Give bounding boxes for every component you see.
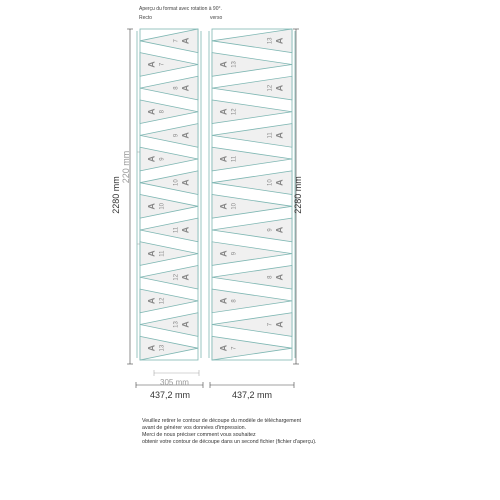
verso-pennant-number: 9 [267,228,274,232]
recto-pennant-letter: A [180,84,191,92]
verso-pennant-number: 7 [231,346,238,350]
recto-pennant-letter: A [180,132,191,139]
left-height-label: 2280 mm [111,176,121,214]
header-title: Aperçu du format avec rotation à 90°. [139,6,222,12]
recto-pennant-number: 7 [173,39,180,43]
recto-pennant-number: 7 [159,62,166,67]
verso-pennant-number: 8 [267,275,274,279]
verso-pennant-number: 10 [231,202,238,210]
verso-pennant-number: 10 [267,179,274,187]
verso-pennant-number: 9 [231,251,238,256]
recto-pennant-number: 9 [159,157,166,161]
recto-pennant-letter: A [180,226,191,234]
footer-line-3: Merci de nous préciser comment vous souhaitez [142,432,256,438]
recto-pennant-number: 9 [173,133,180,138]
verso-pennant-number: 12 [231,108,238,116]
verso-pennant-letter: A [218,61,229,68]
right-height-label: 2280 mm [293,176,303,214]
verso-pennant-number: 12 [267,84,274,92]
verso-pennant-letter: A [274,274,285,281]
recto-pennant-number: 10 [173,179,180,187]
verso-pennant-number: 11 [267,132,274,139]
verso-label: verso [210,15,223,21]
right-width-label: 437,2 mm [232,390,273,400]
verso-pennant-letter: A [218,297,229,305]
verso-panel [209,29,295,360]
recto-pennant-number: 12 [173,273,180,281]
verso-pennant-letter: A [274,321,285,328]
verso-pennant-number: 13 [267,37,274,45]
verso-pennant-letter: A [274,226,285,234]
recto-pennant-number: 13 [173,321,180,328]
recto-pennant-letter: A [180,179,191,186]
verso-pennant-letter: A [218,203,229,210]
recto-pennant-letter: A [146,297,157,305]
footer-line-4: obtenir votre contour de découpe dans un second fichier (fichier d'aperçu). [142,439,317,445]
inner-width-label: 305 mm [160,378,189,387]
recto-pennant-number: 11 [173,226,180,234]
recto-panel [137,29,201,360]
footer-line-2: avant de générer vos données d'impression. [142,425,247,431]
recto-pennant-number: 11 [159,250,166,257]
recto-pennant-number: 8 [159,110,166,114]
recto-label: Recto [139,15,153,21]
recto-pennant-letter: A [180,274,191,281]
recto-pennant-number: 13 [159,344,166,352]
recto-pennant-letter: A [146,108,157,115]
footer-line-1: Veuillez retirer le contour de découpe du modèle de téléchargement [142,418,302,424]
verso-pennant-number: 13 [231,61,238,68]
recto-pennant-letter: A [180,37,191,45]
verso-pennant-letter: A [218,250,229,257]
recto-pennant-letter: A [146,61,157,68]
verso-pennant-letter: A [218,155,229,163]
verso-pennant-letter: A [218,108,229,115]
verso-pennant-letter: A [218,344,229,352]
recto-pennant-letter: A [146,250,157,257]
verso-pennant-number: 8 [231,299,238,303]
verso-pennant-letter: A [274,132,285,139]
left-width-label: 437,2 mm [150,390,191,400]
recto-pennant-number: 8 [173,86,180,90]
verso-pennant-letter: A [274,37,285,45]
recto-pennant-letter: A [146,155,157,163]
verso-pennant-number: 7 [267,322,274,327]
verso-pennant-number: 11 [231,155,238,163]
recto-pennant-letter: A [146,203,157,210]
verso-pennant-letter: A [274,84,285,92]
recto-pennant-number: 12 [159,297,166,305]
recto-pennant-number: 10 [159,202,166,210]
recto-pennant-letter: A [180,321,191,328]
inner-height-label: 220 mm [121,150,131,184]
verso-pennant-letter: A [274,179,285,186]
recto-pennant-letter: A [146,344,157,352]
